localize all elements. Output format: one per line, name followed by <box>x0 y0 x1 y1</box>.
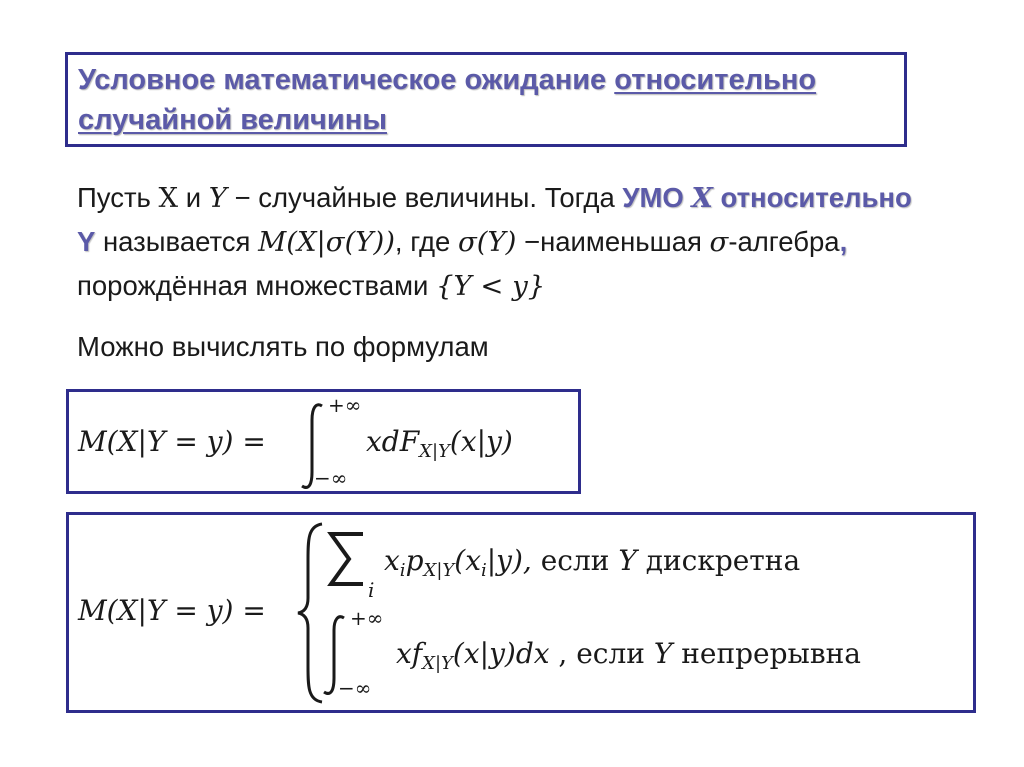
case1-expression <box>384 544 800 581</box>
def-highlight-y: Y <box>77 226 96 257</box>
integrand-text: xdF <box>366 425 420 458</box>
formula1-lower: −∞ <box>314 466 348 490</box>
integrand-subscript: X|Y <box>419 441 450 462</box>
definition-paragraph <box>77 176 1007 308</box>
case1-cond: если <box>540 544 619 577</box>
case2-lower: −∞ <box>338 676 372 700</box>
case2-word: непрерывна <box>672 637 861 670</box>
def-text: и <box>178 182 209 213</box>
def-comma: , <box>839 226 848 257</box>
def-set: {Y < y} <box>436 270 546 302</box>
def-text: называется <box>95 226 259 257</box>
case2-upper: +∞ <box>350 606 384 630</box>
def-expression: σ(Y) <box>457 226 517 258</box>
def-text: − случайные величины. Тогда <box>226 182 623 213</box>
case2-tail: (x|y)dx <box>452 637 550 670</box>
case1-tail: (x <box>454 544 481 577</box>
case1-x: x <box>384 544 400 577</box>
case2-expression <box>396 637 861 674</box>
case1-tail2: |y), <box>486 544 541 577</box>
sum-sign <box>327 530 367 588</box>
title-part2: относительно <box>614 64 817 96</box>
case2-subscript: X|Y <box>422 653 453 674</box>
formulas-intro: Можно вычислять по формулам <box>77 331 489 362</box>
integrand-tail: (x|y) <box>449 425 513 458</box>
def-expression: M(X|σ(Y)) <box>258 226 395 258</box>
def-text: Пусть <box>77 182 159 213</box>
def-text: , где <box>394 226 458 257</box>
case1-i: i <box>399 560 406 581</box>
case2-cond: , если <box>549 637 654 670</box>
def-var-y: Y <box>208 182 227 214</box>
title-part1: Условное математическое ожидание <box>78 64 615 96</box>
title-part3: случайной величины <box>78 104 387 136</box>
case1-p: p <box>405 544 424 577</box>
slide-title <box>78 60 888 140</box>
case1-i2: i <box>480 560 487 581</box>
formula1-lhs: M(X|Y = y) = <box>78 425 266 458</box>
def-var-x: X <box>158 182 179 214</box>
case2-xf: xf <box>396 637 423 670</box>
def-text: порождённая множествами <box>77 270 437 301</box>
formula1-integrand <box>366 425 513 462</box>
def-text: −наименьшая <box>516 226 710 257</box>
sum-index-text: i <box>368 578 375 602</box>
def-highlight: относительно <box>712 182 912 213</box>
formula1-upper: +∞ <box>328 393 362 417</box>
case1-var: Y <box>618 544 637 577</box>
case1-word: дискретна <box>636 544 801 577</box>
case1-subscript: X|Y <box>423 560 455 581</box>
def-sigma: σ <box>709 226 729 258</box>
def-highlight: УМО <box>622 182 692 213</box>
sum-index <box>368 578 374 602</box>
def-text: -алгебра <box>728 226 840 257</box>
def-highlight-x: X <box>691 182 713 214</box>
case2-var: Y <box>653 637 673 670</box>
formula2-lhs: M(X|Y = y) = <box>78 594 266 627</box>
